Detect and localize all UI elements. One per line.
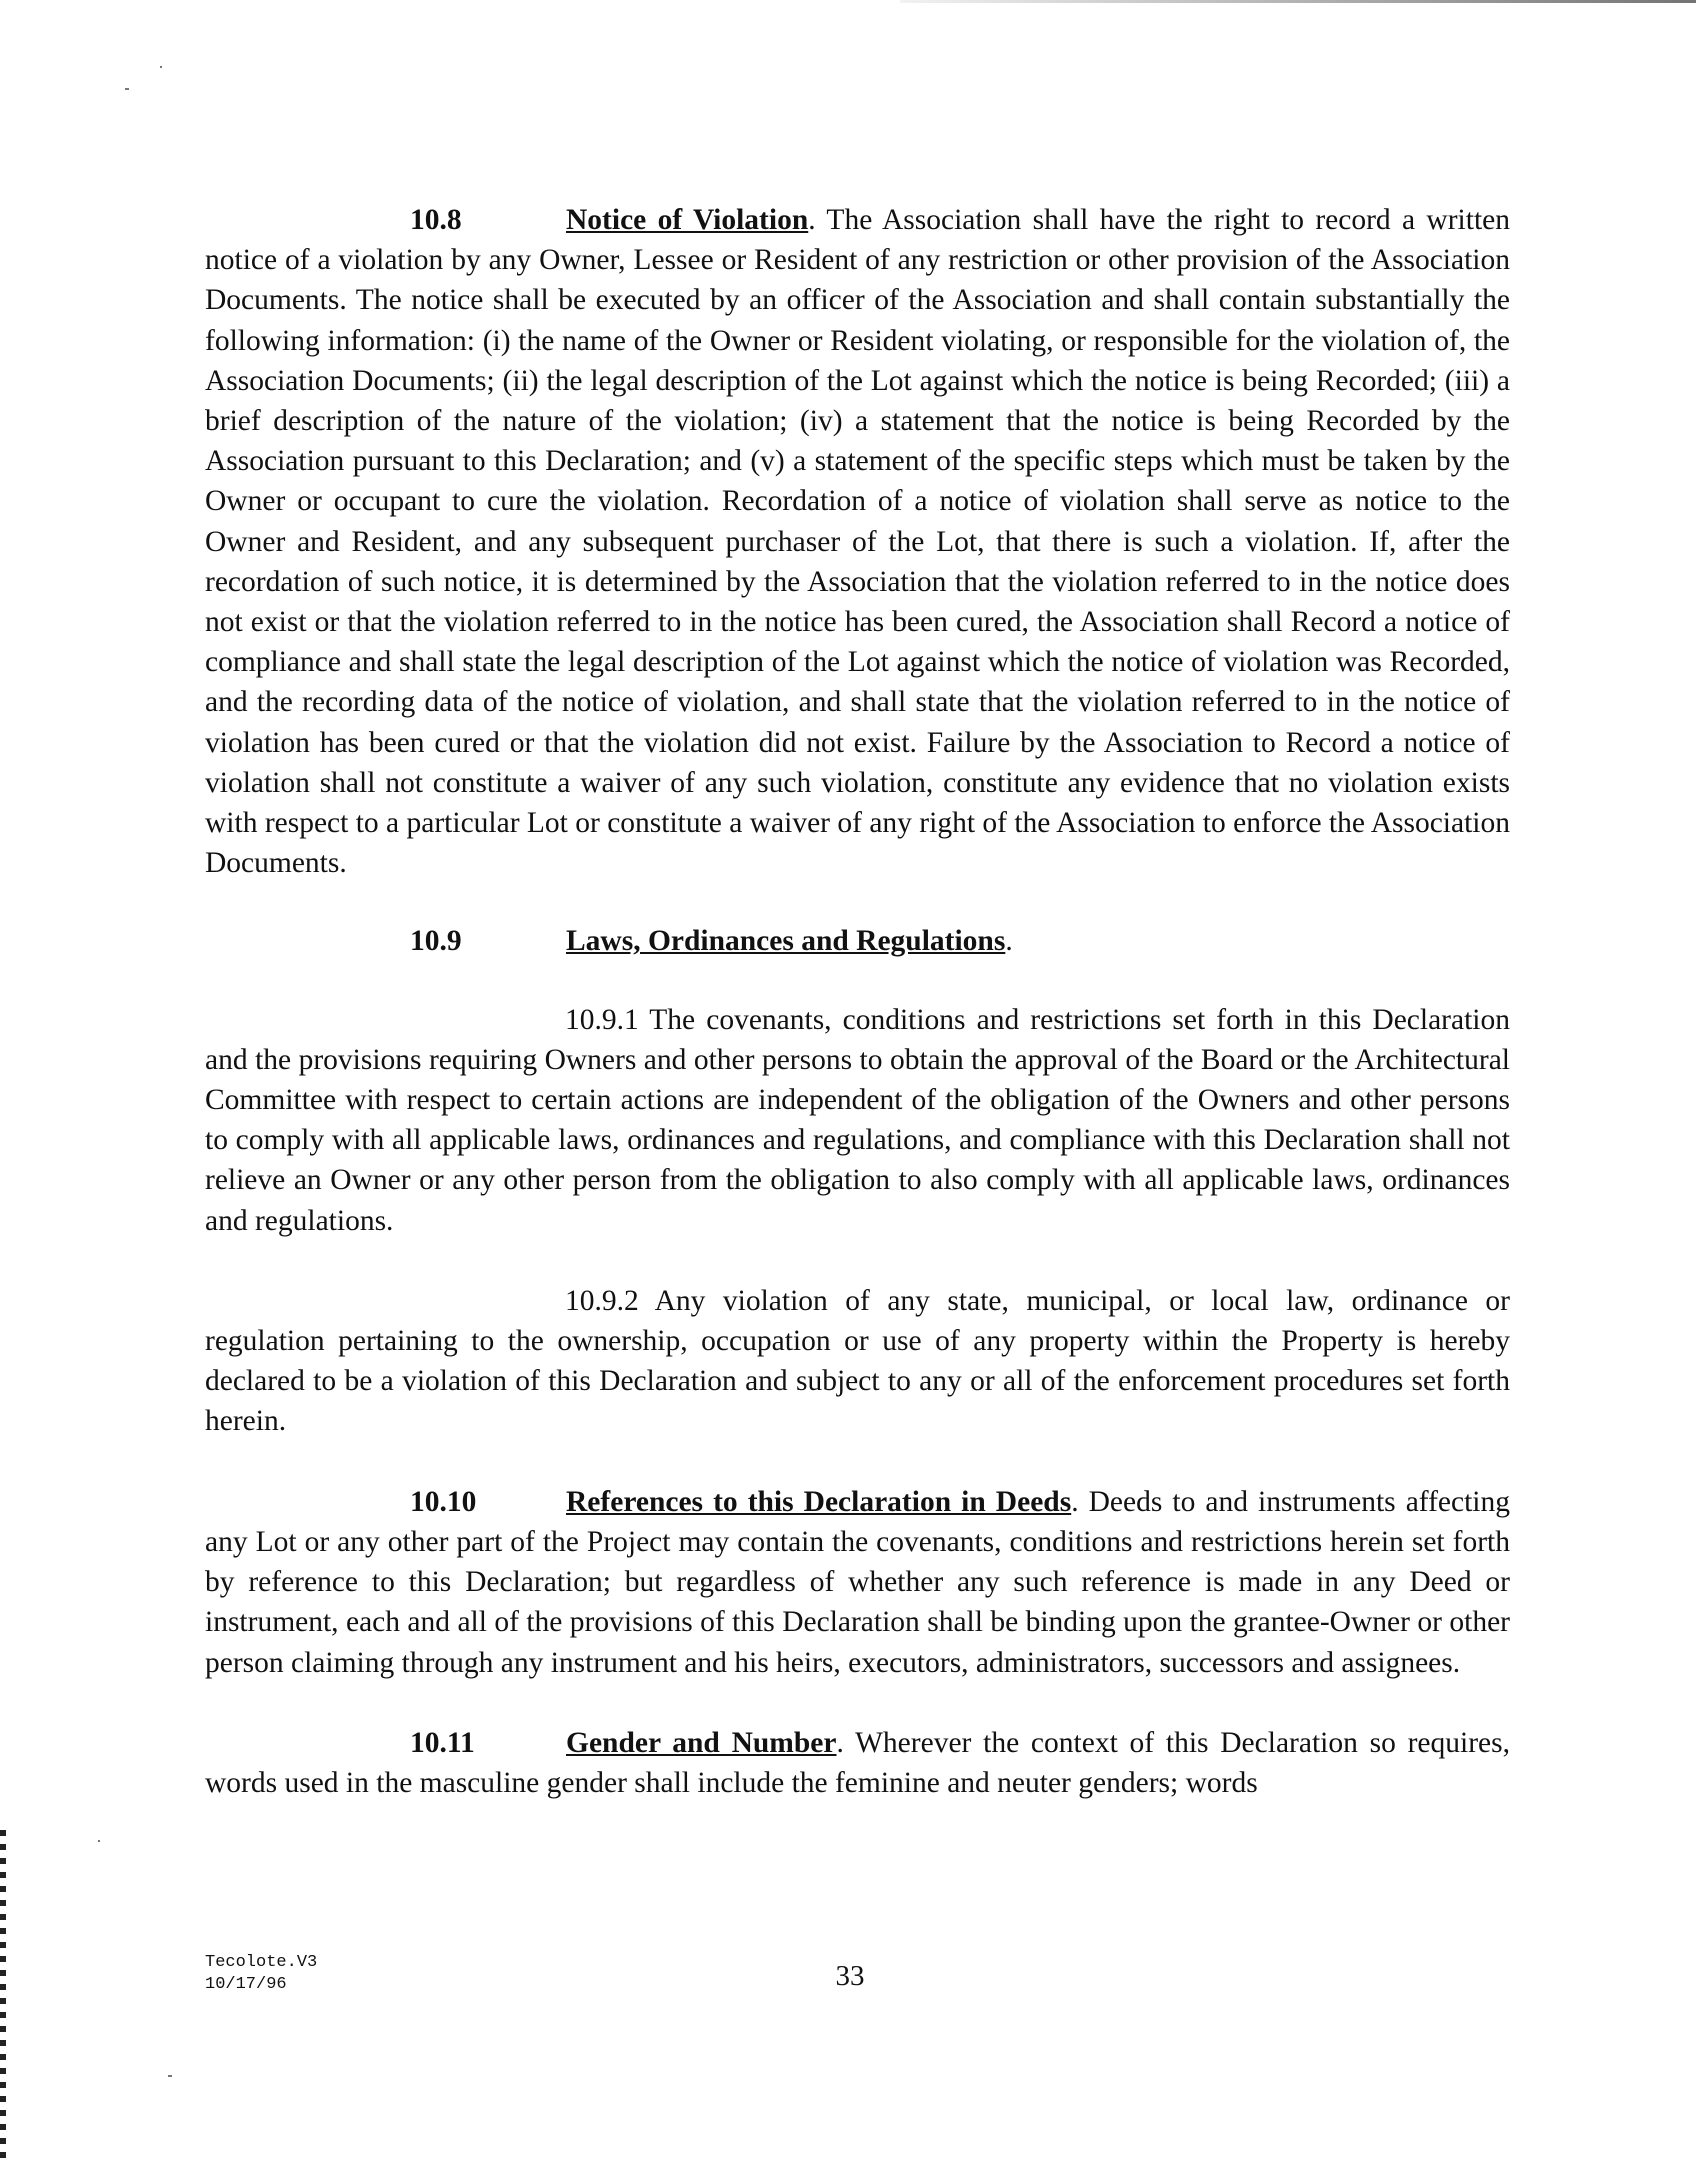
section-number: 10.11 <box>410 1726 475 1759</box>
scan-top-edge <box>900 0 1696 3</box>
section-number: 10.8 <box>410 204 462 236</box>
section-title: Gender and Number <box>566 1726 837 1759</box>
footer-doc-id: Tecolote.V3 <box>205 1953 318 1972</box>
subsection-number: 10.9.1 <box>565 1003 639 1036</box>
footer-doc-info <box>205 1952 317 1996</box>
page-number: 33 <box>835 1960 865 1992</box>
subsection-body: The covenants, conditions and restrictions set forth in this Declaration and the provisions requiring Owners and other persons to obtain the approval of the Board or the Architectural Committee with respect to certain actions are independent of the obligation of the Owners and other persons to comply with all applicable laws, ordinances and regulations, and compliance with this Declaration shall not relieve an Owner or any other person from the obligation to also comply with all applicable laws, ordinances and regulations. <box>205 1003 1510 1237</box>
section-title-suffix: . <box>1071 1485 1079 1518</box>
scan-speck <box>98 1840 100 1842</box>
section-title: Laws, Ordinances and Regulations <box>566 925 1006 958</box>
section-body: Wherever the context of this Declaration so requires, words used in the masculine gender shall include the feminine and neuter genders; words <box>205 1726 1510 1799</box>
section-10-10 <box>205 1482 1510 1683</box>
subsection-number: 10.9.2 <box>565 1284 639 1317</box>
document-body <box>205 200 1510 1803</box>
scan-speck <box>160 66 162 68</box>
section-10-8 <box>205 200 1510 883</box>
section-10-9-heading <box>205 921 1510 961</box>
section-title-suffix: . <box>836 1726 844 1759</box>
section-title-suffix: . <box>808 204 816 236</box>
scan-speck <box>125 88 129 90</box>
section-body: The Association shall have the right to record a written notice of a violation by any Owner, Lessee or Resident of any restriction or other provision of the Association Documents. The notice shall be executed by an officer of the Association and shall contain substantially the following information: (i) the name of the Owner or Resident violating, or responsible for the violation of, the Association Documents; (ii) the legal description of the Lot against which the notice is being Recorded; (iii) a brief description of the nature of the violation; (iv) a statement that the notice is being Recorded by the Association pursuant to this Declaration; and (v) a statement of the specific steps which must be taken by the Owner or occupant to cure the violation. Recordation of a notice of violation shall serve as notice to the Owner and Resident, and any subsequent purchaser of the Lot, that there is such a violation. If, after the recordation of such notice, it is determined by the Association that the violation referred to in the notice does not exist or that the violation referred to in the notice has been cured, the Association shall Record a notice of compliance and shall state the legal description of the Lot against which the notice of violation was Recorded, and the recording data of the notice of violation, and shall state that the violation referred to in the notice of violation has been cured or that the violation did not exist. Failure by the Association to Record a notice of violation shall not constitute a waiver of any such violation, constitute any evidence that no violation exists with respect to a particular Lot or constitute a waiver of any right of the Association to enforce the Association Documents. <box>205 204 1510 880</box>
section-number: 10.9 <box>410 925 462 958</box>
scan-speck <box>168 2075 172 2077</box>
section-10-11 <box>205 1723 1510 1803</box>
scan-left-edge-marks <box>0 1830 6 2160</box>
subsection-body: Any violation of any state, municipal, or local law, ordinance or regulation pertaining to the ownership, occupation or use of any property within the Property is hereby declared to be a violation of this Declaration and subject to any or all of the enforcement procedures set forth herein. <box>205 1284 1510 1438</box>
footer-date: 10/17/96 <box>205 1975 287 1994</box>
subsection-10-9-2 <box>205 1281 1510 1442</box>
section-title: References to this Declaration in Deeds <box>566 1485 1072 1518</box>
section-title-suffix: . <box>1005 925 1013 958</box>
section-title: Notice of Violation <box>566 204 809 236</box>
section-number: 10.10 <box>410 1485 477 1518</box>
subsection-10-9-1 <box>205 1000 1510 1241</box>
section-body: Deeds to and instruments affecting any Lot or any other part of the Project may contain the covenants, conditions and restrictions herein set forth by reference to this Declaration; but regardless of whether any such reference is made in any Deed or instrument, each and all of the provisions of this Declaration shall be binding upon the grantee-Owner or other person claiming through any instrument and his heirs, executors, administrators, successors and assignees. <box>205 1485 1510 1679</box>
